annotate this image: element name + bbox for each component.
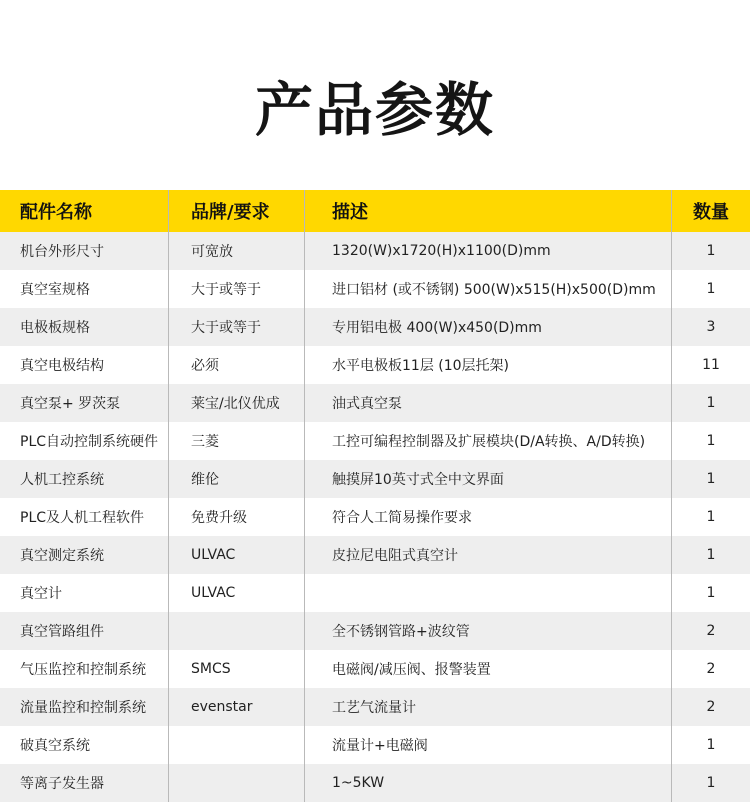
cell-part-name: PLC及人机工程软件 <box>0 498 169 536</box>
cell-quantity: 2 <box>706 623 716 639</box>
cell-quantity: 2 <box>706 661 716 677</box>
cell-description: 进口铝材 (或不锈钢) 500(W)x515(H)x500(D)mm <box>305 270 672 308</box>
cell-part-name: 流量监控和控制系统 <box>0 688 169 726</box>
page-title: 产品参数 <box>254 76 495 144</box>
cell-quantity: 1 <box>706 775 716 791</box>
cell-part-name: 等离子发生器 <box>0 764 169 802</box>
table-row <box>0 574 750 612</box>
table-row <box>0 270 750 308</box>
cell-part-name: 真空测定系统 <box>0 536 169 574</box>
table-row <box>0 764 750 802</box>
cell-brand: 维伦 <box>169 460 305 498</box>
cell-quantity: 11 <box>702 357 720 373</box>
cell-quantity: 1 <box>706 281 716 297</box>
cell-brand <box>169 764 305 802</box>
table-row <box>0 232 750 270</box>
cell-quantity: 3 <box>706 319 716 335</box>
table-row <box>0 346 750 384</box>
cell-description: 1~5KW <box>305 764 672 802</box>
cell-brand: ULVAC <box>169 536 305 574</box>
cell-description <box>305 574 672 612</box>
cell-brand: ULVAC <box>169 574 305 612</box>
cell-brand: 大于或等于 <box>169 270 305 308</box>
header-brand: 品牌/要求 <box>169 190 305 232</box>
header-quantity: 数量 <box>693 202 729 223</box>
cell-part-name: 气压监控和控制系统 <box>0 650 169 688</box>
cell-description: 触摸屏10英寸式全中文界面 <box>305 460 672 498</box>
cell-brand <box>169 726 305 764</box>
table-row <box>0 536 750 574</box>
header-part-name: 配件名称 <box>0 190 169 232</box>
cell-part-name: PLC自动控制系统硬件 <box>0 422 169 460</box>
cell-part-name: 真空泵+ 罗茨泵 <box>0 384 169 422</box>
cell-description: 电磁阀/减压阀、报警装置 <box>305 650 672 688</box>
cell-description: 工艺气流量计 <box>305 688 672 726</box>
cell-description: 皮拉尼电阻式真空计 <box>305 536 672 574</box>
table-row <box>0 384 750 422</box>
cell-brand: 免费升级 <box>169 498 305 536</box>
cell-description: 专用铝电极 400(W)x450(D)mm <box>305 308 672 346</box>
cell-brand: evenstar <box>169 688 305 726</box>
cell-brand <box>169 612 305 650</box>
cell-brand: 莱宝/北仪优成 <box>169 384 305 422</box>
params-table <box>0 190 750 802</box>
cell-quantity: 2 <box>706 699 716 715</box>
cell-quantity: 1 <box>706 737 716 753</box>
cell-quantity: 1 <box>706 471 716 487</box>
table-row <box>0 612 750 650</box>
cell-quantity: 1 <box>706 585 716 601</box>
table-header <box>0 190 750 232</box>
cell-description: 全不锈钢管路+波纹管 <box>305 612 672 650</box>
cell-part-name: 真空计 <box>0 574 169 612</box>
table-row <box>0 650 750 688</box>
cell-part-name: 电极板规格 <box>0 308 169 346</box>
cell-description: 油式真空泵 <box>305 384 672 422</box>
cell-part-name: 人机工控系统 <box>0 460 169 498</box>
cell-part-name: 真空电极结构 <box>0 346 169 384</box>
cell-description: 流量计+电磁阀 <box>305 726 672 764</box>
cell-brand: 可宽放 <box>169 232 305 270</box>
cell-description: 符合人工简易操作要求 <box>305 498 672 536</box>
cell-description: 工控可编程控制器及扩展模块(D/A转换、A/D转换) <box>305 422 672 460</box>
table-row <box>0 498 750 536</box>
cell-part-name: 真空管路组件 <box>0 612 169 650</box>
cell-quantity: 1 <box>706 243 716 259</box>
cell-quantity: 1 <box>706 395 716 411</box>
table-row <box>0 308 750 346</box>
cell-part-name: 破真空系统 <box>0 726 169 764</box>
header-description: 描述 <box>305 190 672 232</box>
cell-part-name: 真空室规格 <box>0 270 169 308</box>
cell-quantity: 1 <box>706 433 716 449</box>
cell-description: 1320(W)x1720(H)x1100(D)mm <box>305 232 672 270</box>
cell-brand: 大于或等于 <box>169 308 305 346</box>
table-row <box>0 726 750 764</box>
table-row <box>0 688 750 726</box>
table-row <box>0 460 750 498</box>
cell-brand: SMCS <box>169 650 305 688</box>
cell-brand: 三菱 <box>169 422 305 460</box>
cell-quantity: 1 <box>706 509 716 525</box>
cell-brand: 必须 <box>169 346 305 384</box>
cell-description: 水平电极板11层 (10层托架) <box>305 346 672 384</box>
cell-part-name: 机台外形尺寸 <box>0 232 169 270</box>
table-row <box>0 422 750 460</box>
cell-quantity: 1 <box>706 547 716 563</box>
